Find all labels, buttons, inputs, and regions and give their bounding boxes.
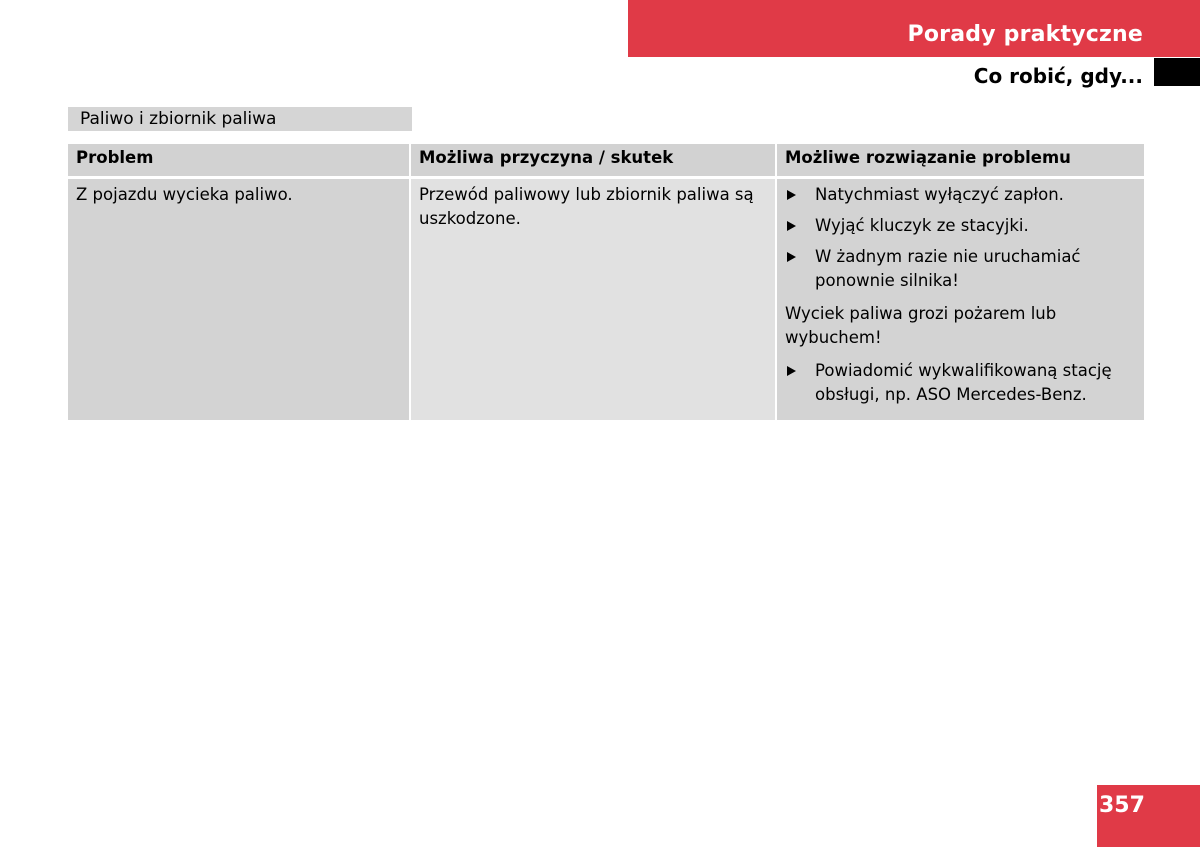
triangle-right-icon	[787, 252, 796, 262]
problem-cell	[68, 179, 411, 420]
solution-step	[785, 214, 1136, 238]
table-label-text: Paliwo i zbiornik paliwa	[80, 109, 277, 129]
warning-note: Wyciek paliwa grozi pożarem lub wybuchem!	[785, 304, 1057, 347]
column-header-solution: Możliwe rozwiązanie problemu	[777, 144, 1144, 179]
solution-step-text: Natychmiast wyłączyć zapłon.	[815, 185, 1064, 204]
table-header-row	[68, 144, 1144, 179]
page-number-box	[1097, 785, 1200, 847]
chapter-title: Porady praktyczne	[907, 22, 1143, 47]
page-number: 357	[1099, 793, 1145, 818]
section-title: Co robić, gdy...	[973, 64, 1143, 88]
solution-step	[785, 359, 1136, 407]
solution-step	[785, 183, 1136, 207]
triangle-right-icon	[787, 221, 796, 231]
solution-cell	[777, 179, 1144, 420]
solution-step-text: W żadnym razie nie uruchamiać ponownie silnika!	[815, 247, 1081, 290]
triangle-right-icon	[787, 366, 796, 376]
solution-step	[785, 245, 1136, 293]
column-header-problem: Problem	[68, 144, 411, 179]
table-label	[68, 107, 412, 131]
solution-step-text: Wyjąć kluczyk ze stacyjki.	[815, 216, 1029, 235]
table-row	[68, 179, 1144, 420]
cause-cell	[411, 179, 777, 420]
troubleshooting-table	[68, 144, 1144, 420]
problem-text: Z pojazdu wycieka paliwo.	[76, 185, 293, 204]
triangle-right-icon	[787, 190, 796, 200]
section-marker	[1154, 58, 1200, 86]
cause-text: Przewód paliwowy lub zbiornik paliwa są uszkodzone.	[419, 185, 754, 228]
solution-step-text: Powiadomić wykwalifikowaną stację obsługi, np. ASO Mercedes-Benz.	[815, 361, 1112, 404]
column-header-cause: Możliwa przyczyna / skutek	[411, 144, 777, 179]
